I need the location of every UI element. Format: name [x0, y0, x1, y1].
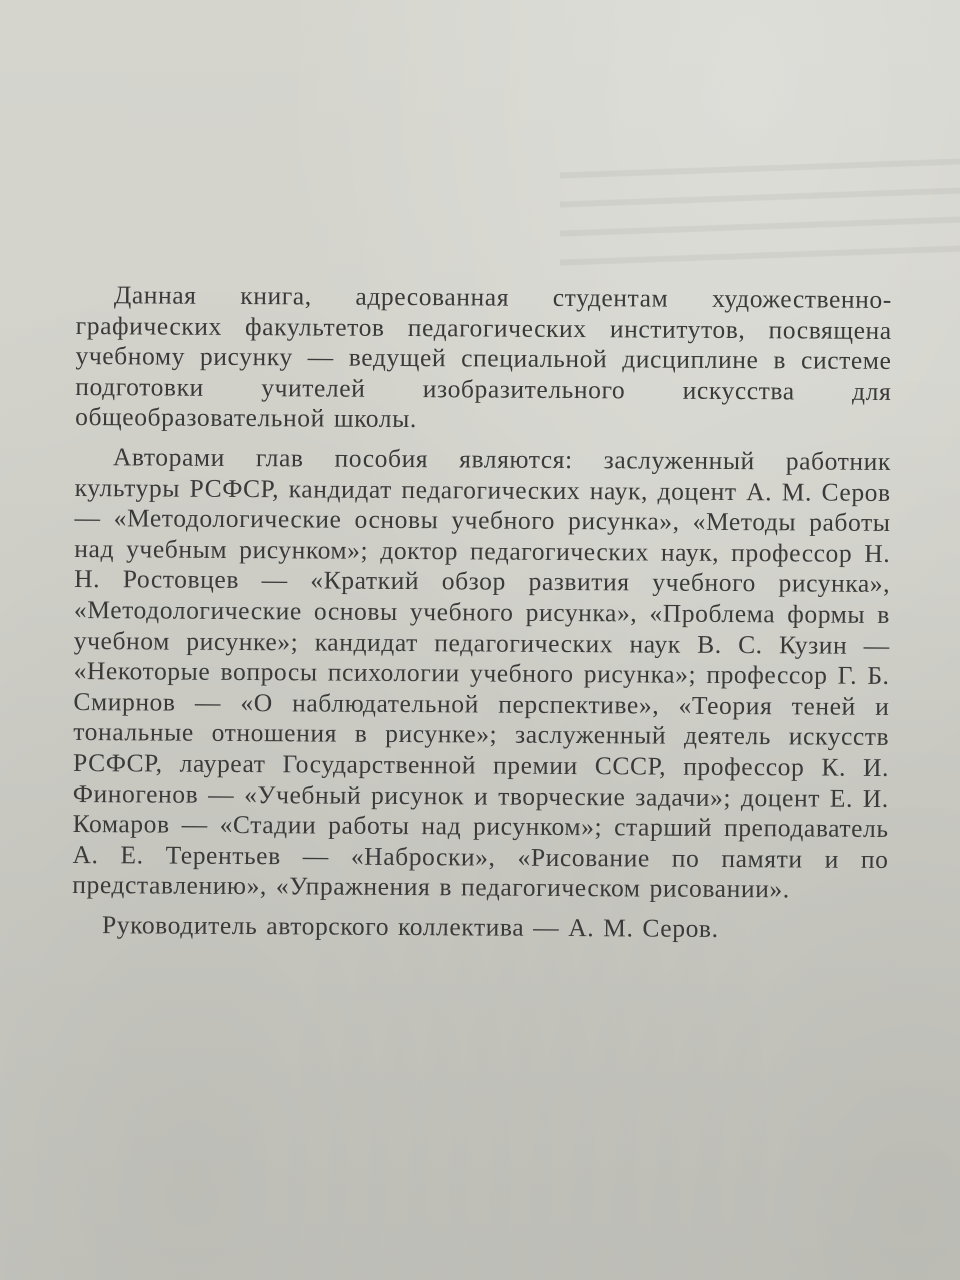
paragraph-authors: Авторами глав пособия являются: заслуженный работник культуры РСФСР, кандидат педагогических наук, доцент А. М. Серов — «Методологические основы учебного рисунка», «Методы работы над учебным рисунком»; доктор педагогических наук, профессор Н. Н. Ростовцев — «Краткий обзор развития учебного рисунка», «Методологические основы учебного рисунка», «Проблема формы в учебном рисунке»; кандидат педагогических наук В. С. Кузин — «Некоторые вопросы психологии учебного рисунка»; профессор Г. Б. Смирнов — «О наблюдательной перспективе», «Теория теней и тональные отношения в рисунке»; заслуженный деятель искусств РСФСР, лауреат Государственной премии СССР, профессор К. И. Финогенов — «Учебный рисунок и творческие задачи»; доцент Е. И. Комаров — «Стадии работы над рисунком»; старший преподаватель А. Е. Терентьев — «Наброски», «Рисование по памяти и по представлению», «Упражнения в педагогическом рисовании».: [72, 442, 891, 904]
show-through-text: [560, 150, 960, 270]
preface-text: [72, 280, 892, 954]
paragraph-intro: Данная книга, адресованная студентам художественно-графических факультетов педагогических институтов, посвящена учебному рисунку — ведущей специальной дисциплине в системе подготовки учителей изобразительного искусства для общеобразовательной школы.: [75, 280, 892, 434]
paragraph-signoff: Руководитель авторского коллектива — А. М. Серов.: [101, 910, 719, 943]
